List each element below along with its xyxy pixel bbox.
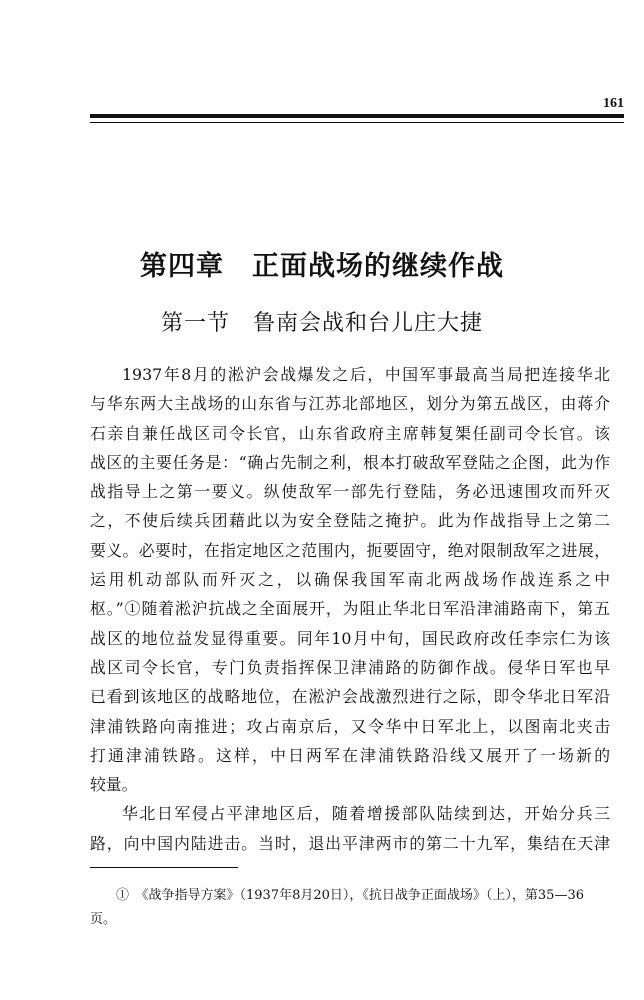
footnote-rule (90, 867, 238, 868)
text-line: 战区司令长官，专门负责指挥保卫津浦路的防御作战。侵华日军也早 (90, 657, 610, 677)
text-line: 运用机动部队而歼灭之，以确保我国军南北两战场作战连系之中 (90, 570, 610, 590)
text-line: 之，不使后续兵团藉此以为安全登陆之掩护。此为作战指导上之第二 (90, 511, 610, 531)
text-line: 路，向中国内陆进击。当时，退出平津两市的第二十九军，集结在天津 (90, 833, 610, 853)
text-line: 要义。必要时，在指定地区之范围内，扼要固守，绝对限制敌军之进展， (90, 540, 610, 560)
footnote (90, 884, 610, 932)
chapter-title: 第四章 正面战场的继续作战 (140, 251, 504, 282)
header-rule-thin (90, 122, 624, 123)
text-line: 已看到该地区的战略地位，在淞沪会战激烈进行之际，即令华北日军沿 (90, 687, 610, 707)
page-number: 161 (603, 96, 624, 111)
text-line: 较量。 (90, 775, 138, 795)
footnote-line: ① 《战争指导方案》（1937年8月20日），《抗日战争正面战场》（上），第35—36 (116, 888, 584, 903)
text-line: 津浦铁路向南推进；攻占南京后，又令华中日军北上，以图南北夹击 (90, 716, 610, 736)
text-line: 枢。”①随着淞沪抗战之全面展开，为阻止华北日军沿津浦路南下，第五 (90, 599, 610, 619)
section-title: 第一节 鲁南会战和台儿庄大捷 (160, 311, 483, 336)
text-line: 战区的主要任务是：“确占先制之利，根本打破敌军登陆之企图，此为作 (90, 452, 610, 472)
header-rule-thick (90, 114, 624, 118)
text-line: 华北日军侵占平津地区后，随着增援部队陆续到达，开始分兵三 (122, 804, 610, 824)
text-line: 战指导上之第一要义。纵使敌军一部先行登陆，务必迅速围攻而歼灭 (90, 482, 610, 502)
footnote-line: 页。 (90, 912, 117, 927)
text-line: 打通津浦铁路。这样，中日两军在津浦铁路沿线又展开了一场新的 (90, 745, 610, 765)
text-line: 与华东两大主战场的山东省与江苏北部地区，划分为第五战区，由蒋介 (90, 394, 610, 414)
text-line: 石亲自兼任战区司令长官，山东省政府主席韩复榘任副司令长官。该 (90, 423, 610, 443)
body-text (90, 360, 610, 858)
text-line: 1937年8月的淞沪会战爆发之后，中国军事最高当局把连接华北 (122, 365, 610, 384)
text-line: 战区的地位益发显得重要。同年10月中旬，国民政府改任李宗仁为该 (90, 628, 610, 648)
